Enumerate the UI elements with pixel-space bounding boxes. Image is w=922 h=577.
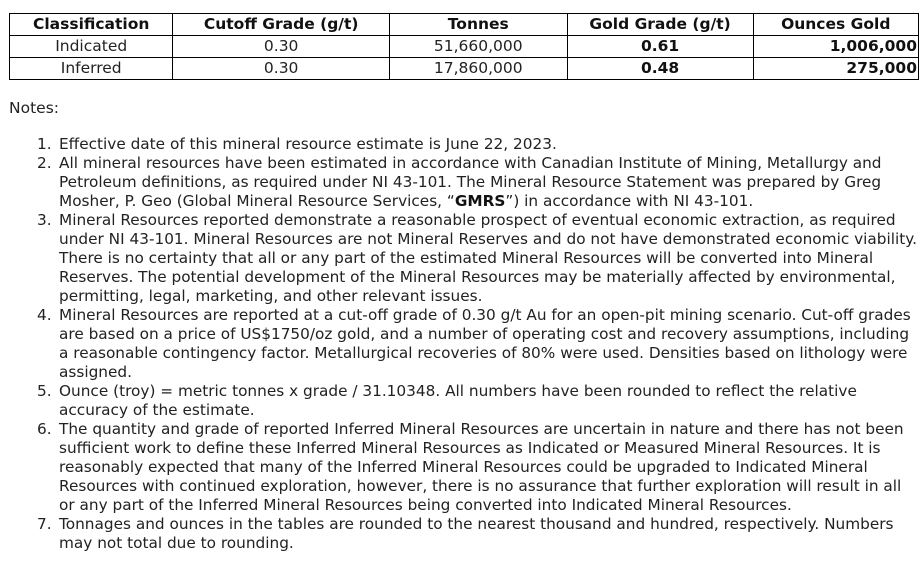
note-number: 6.: [37, 420, 52, 438]
column-header-ounces-gold: Ounces Gold: [753, 14, 919, 36]
note-bold-abbreviation: GMRS: [454, 192, 506, 210]
cell-gold-grade: 0.48: [567, 58, 753, 80]
note-item: [37, 382, 919, 420]
note-item: [37, 135, 919, 154]
note-item: [37, 154, 919, 211]
note-text: All mineral resources have been estimated in accordance with Canadian Institute of Mining, Metallurgy and Petroleum definitions, as required under NI 43-101. The Mineral Resource Statement was prepared by Greg Mosher, P. Geo (Global Mineral Resource Services, “: [59, 154, 882, 210]
note-item: [37, 211, 919, 306]
cell-tonnes: 17,860,000: [389, 58, 567, 80]
note-number: 4.: [37, 306, 52, 324]
cell-gold-grade: 0.61: [567, 36, 753, 58]
note-text: Tonnages and ounces in the tables are rounded to the nearest thousand and hundred, respectively. Numbers may not total due to rounding.: [59, 515, 894, 552]
cell-ounces-gold: 275,000: [753, 58, 919, 80]
table-header-row: [10, 14, 919, 36]
note-number: 2.: [37, 154, 52, 172]
cell-classification: Inferred: [10, 58, 173, 80]
cell-cutoff-grade: 0.30: [173, 36, 390, 58]
note-text: Ounce (troy) = metric tonnes x grade / 31.10348. All numbers have been rounded to reflect the relative accuracy of the estimate.: [59, 382, 857, 419]
note-text: The quantity and grade of reported Inferred Mineral Resources are uncertain in nature and there has not been sufficient work to define these Inferred Mineral Resources as Indicated or Measured Mineral Resources. It is reasonably expected that many of the Inferred Mineral Resources could be upgraded to Indicated Mineral Resources with continued exploration, however, there is no assurance that further exploration will result in all or any part of the Inferred Mineral Resources being converted into Indicated Mineral Resources.: [59, 420, 904, 514]
note-text: Mineral Resources reported demonstrate a reasonable prospect of eventual economic extraction, as required under NI 43-101. Mineral Resources are not Mineral Reserves and do not have demonstrated economic viability. There is no certainty that all or any part of the estimated Mineral Resources will be converted into Mineral Reserves. The potential development of the Mineral Resources may be materially affected by environmental, permitting, legal, marketing, and other relevant issues.: [59, 211, 917, 305]
note-text: Mineral Resources are reported at a cut-off grade of 0.30 g/t Au for an open-pit mining scenario. Cut-off grades are based on a price of US$1750/oz gold, and a number of operating cost and recovery assumptions, including a reasonable contingency factor. Metallurgical recoveries of 80% were used. Densities based on lithology were assigned.: [59, 306, 911, 381]
note-item: [37, 515, 919, 553]
note-number: 1.: [37, 135, 52, 153]
column-header-classification: Classification: [10, 14, 173, 36]
notes-heading: Notes:: [9, 99, 59, 117]
table-row: [10, 58, 919, 80]
cell-classification: Indicated: [10, 36, 173, 58]
cell-ounces-gold: 1,006,000: [753, 36, 919, 58]
note-text: Effective date of this mineral resource estimate is June 22, 2023.: [59, 135, 557, 153]
note-number: 3.: [37, 211, 52, 229]
mineral-resource-table: [9, 13, 919, 80]
column-header-gold-grade: Gold Grade (g/t): [567, 14, 753, 36]
note-item: [37, 420, 919, 515]
cell-tonnes: 51,660,000: [389, 36, 567, 58]
column-header-tonnes: Tonnes: [389, 14, 567, 36]
note-number: 7.: [37, 515, 52, 533]
note-text-continued: ”) in accordance with NI 43-101.: [505, 192, 754, 210]
column-header-cutoff-grade: Cutoff Grade (g/t): [173, 14, 390, 36]
notes-list: [37, 135, 919, 553]
cell-cutoff-grade: 0.30: [173, 58, 390, 80]
note-number: 5.: [37, 382, 52, 400]
table-row: [10, 36, 919, 58]
note-item: [37, 306, 919, 382]
